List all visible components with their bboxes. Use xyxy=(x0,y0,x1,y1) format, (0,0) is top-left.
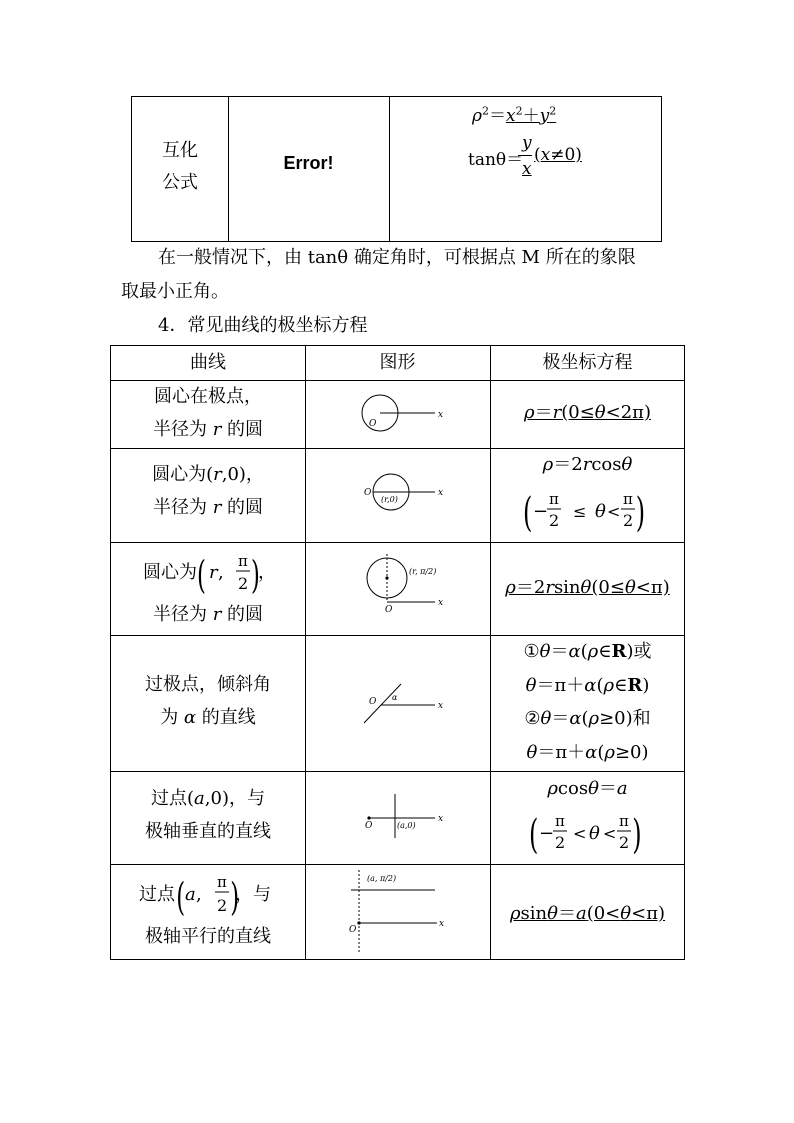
equation: ρ＝2rsinθ(0≤θ<π) xyxy=(505,577,670,598)
equation-range-perpendicular xyxy=(529,806,659,862)
conversion-table xyxy=(131,96,662,242)
conversion-label xyxy=(132,135,228,199)
figure-line-through-pole xyxy=(359,676,449,728)
svg-text:圆心为: 圆心为 xyxy=(143,562,197,583)
svg-text:2: 2 xyxy=(238,574,249,593)
curve-line: 过点(a,0)，与 xyxy=(151,788,265,809)
svg-text:(: ( xyxy=(529,810,539,858)
svg-text:(a, π/2): (a, π/2) xyxy=(367,874,397,883)
svg-text:): ) xyxy=(632,810,642,858)
polar-curves-table xyxy=(110,345,685,960)
svg-text:2: 2 xyxy=(619,833,630,852)
svg-text:O: O xyxy=(349,925,357,935)
curve-line: 半径为 r 的圆 xyxy=(152,604,264,625)
svg-text:π: π xyxy=(619,812,629,830)
formula-rho-squared: $\rho^2=x^2+y^2$ xyxy=(472,104,557,126)
error-text: Error! xyxy=(283,153,334,173)
svg-text:O: O xyxy=(385,605,393,614)
svg-text:): ) xyxy=(230,876,240,920)
svg-text:O: O xyxy=(365,821,373,831)
equation: ρcosθ＝a xyxy=(547,778,628,799)
curve-line-point-a-pi2 xyxy=(139,870,289,920)
figure-line-perpendicular xyxy=(359,792,449,842)
curve-description xyxy=(111,550,305,634)
svg-text:(r, π/2): (r, π/2) xyxy=(409,567,437,576)
svg-text:<: < xyxy=(573,824,587,843)
curve-line: 半径为 r 的圆 xyxy=(152,497,264,518)
curve-line: 为 α 的直线 xyxy=(160,707,256,728)
svg-text:(a,0): (a,0) xyxy=(397,821,416,830)
svg-text:,: , xyxy=(196,884,202,905)
formula2-left: tanθ＝ xyxy=(468,150,524,170)
svg-text:x: x xyxy=(438,814,444,824)
svg-text:x: x xyxy=(438,701,444,711)
curve-description xyxy=(111,668,305,734)
row-divider xyxy=(111,771,684,772)
svg-text:O: O xyxy=(369,697,377,707)
svg-text:2: 2 xyxy=(549,511,560,530)
svg-text:x: x xyxy=(439,919,445,929)
svg-text:): ) xyxy=(635,488,646,536)
svg-text:x: x xyxy=(438,410,444,420)
fraction-numerator: y xyxy=(522,133,532,153)
header-figure: 图形 xyxy=(379,352,416,373)
figure-circle-center-r-pi2 xyxy=(359,554,459,614)
svg-text:α: α xyxy=(392,693,398,702)
svg-text:−: − xyxy=(539,823,555,844)
curve-line: 半径为 r 的圆 xyxy=(152,419,264,440)
figure-line-parallel xyxy=(347,868,457,956)
equation: ρ＝r(0≤θ<2π) xyxy=(524,402,651,423)
curve-line: 极轴平行的直线 xyxy=(145,926,271,947)
svg-text:,: , xyxy=(218,562,224,583)
svg-text:−: − xyxy=(533,501,549,522)
svg-text:π: π xyxy=(238,552,248,570)
svg-text:θ: θ xyxy=(589,823,600,844)
curve-line: 过极点，倾斜角 xyxy=(145,674,271,695)
svg-text:(: ( xyxy=(523,488,533,536)
svg-text:(r,0): (r,0) xyxy=(381,495,398,504)
section-heading: 4．常见曲线的极坐标方程 xyxy=(158,315,368,336)
svg-text:<: < xyxy=(607,502,621,521)
formula2-right: (x≠0) xyxy=(534,145,582,165)
curve-line: 圆心为(r,0)， xyxy=(152,464,264,485)
svg-text:2: 2 xyxy=(217,896,228,915)
svg-text:π: π xyxy=(217,873,227,891)
column-divider xyxy=(305,346,306,959)
svg-text:过点: 过点 xyxy=(139,884,175,905)
column-divider xyxy=(389,97,390,241)
equation-line: θ＝π＋α(ρ≥0) xyxy=(526,741,649,763)
svg-text:O: O xyxy=(369,419,377,429)
svg-text:π: π xyxy=(555,812,565,830)
svg-text:<: < xyxy=(603,824,617,843)
svg-text:，与: ，与 xyxy=(235,884,271,905)
svg-text:，: ， xyxy=(258,562,276,583)
curve-description xyxy=(111,870,305,960)
curve-description xyxy=(111,458,305,524)
curve-description xyxy=(111,782,305,848)
svg-text:r: r xyxy=(209,562,218,583)
header-curve: 曲线 xyxy=(190,352,226,373)
paragraph-line-1: 在一般情况下，由 tanθ 确定角时，可根据点 M 所在的象限 xyxy=(158,247,636,268)
label-line: 互化 xyxy=(162,140,198,161)
curve-line: 圆心在极点， xyxy=(154,386,262,407)
curve-line-center-r-pi2 xyxy=(143,550,283,598)
curve-line: 极轴垂直的直线 xyxy=(145,821,271,842)
fraction-denominator: x xyxy=(522,159,532,179)
svg-text:O: O xyxy=(364,488,372,498)
svg-text:π: π xyxy=(623,490,633,508)
header-equation: 极坐标方程 xyxy=(542,352,633,373)
figure-circle-center-r0 xyxy=(359,470,449,514)
equation: ρ＝2rcosθ xyxy=(542,454,633,475)
fraction-bar xyxy=(518,155,532,156)
svg-text:2: 2 xyxy=(623,511,634,530)
figure-circle-at-pole xyxy=(359,390,449,436)
label-line: 公式 xyxy=(162,172,198,193)
svg-text:): ) xyxy=(251,554,260,598)
svg-text:x: x xyxy=(438,598,444,608)
formula-tan-theta xyxy=(468,135,668,185)
equation xyxy=(490,635,685,769)
svg-text:x: x xyxy=(438,488,444,498)
equation: ρsinθ＝a(0<θ<π) xyxy=(509,903,666,924)
equation-range-cos xyxy=(523,484,653,540)
svg-text:a: a xyxy=(185,884,196,905)
curve-description xyxy=(111,380,305,446)
row-divider xyxy=(111,448,684,449)
svg-text:π: π xyxy=(549,490,559,508)
equation-line: ①θ＝α(ρ∈R)或 xyxy=(523,641,652,662)
row-divider xyxy=(111,864,684,865)
svg-text:(: ( xyxy=(176,876,186,920)
svg-text:≤: ≤ xyxy=(573,502,587,521)
equation-line: θ＝π＋α(ρ∈R) xyxy=(525,674,650,696)
paragraph-line-2: 取最小正角。 xyxy=(121,281,229,302)
equation-line: ②θ＝α(ρ≥0)和 xyxy=(524,708,651,729)
svg-text:(: ( xyxy=(197,554,206,598)
row-divider xyxy=(111,542,684,543)
svg-text:θ: θ xyxy=(595,501,606,522)
svg-text:2: 2 xyxy=(555,833,566,852)
